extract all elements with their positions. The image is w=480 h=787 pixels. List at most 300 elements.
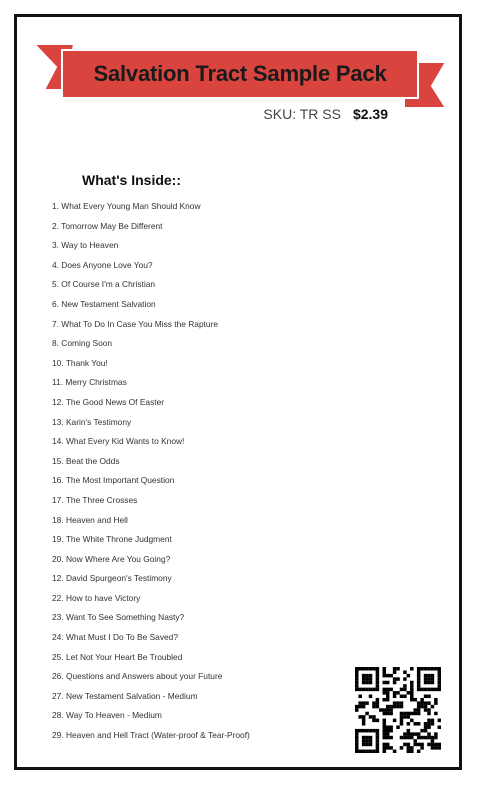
list-item: 3. Way to Heaven — [52, 240, 119, 251]
qr-module — [362, 674, 366, 678]
qr-module — [420, 698, 424, 702]
qr-module — [438, 688, 441, 692]
qr-module — [365, 750, 369, 753]
qr-module — [369, 681, 373, 685]
qr-module — [396, 701, 400, 705]
list-item: 16. The Most Important Question — [52, 475, 175, 486]
qr-module — [407, 750, 411, 753]
list-item: 12. The Good News Of Easter — [52, 396, 165, 407]
qr-module — [403, 670, 407, 674]
list-item: 26. Questions and Answers about your Future — [52, 671, 223, 682]
qr-module — [410, 695, 414, 699]
qr-module — [434, 701, 438, 705]
qr-module — [424, 708, 428, 712]
qr-module — [355, 750, 359, 753]
qr-module — [438, 743, 441, 747]
qr-module — [438, 746, 441, 750]
qr-module — [358, 705, 362, 709]
qr-module — [424, 722, 428, 726]
qr-module — [427, 712, 431, 716]
list-item: 1. What Every Young Man Should Know — [52, 201, 201, 211]
qr-module — [376, 719, 380, 723]
qr-module — [355, 670, 359, 674]
qr-module — [400, 746, 404, 750]
qr-module — [362, 705, 366, 709]
list-item: 18. Heaven and Hell — [52, 514, 128, 525]
qr-module — [434, 746, 438, 750]
qr-module — [376, 667, 380, 671]
qr-module — [389, 708, 393, 712]
qr-module — [383, 674, 387, 678]
qr-module — [403, 736, 407, 740]
qr-module — [438, 725, 441, 729]
qr-module — [396, 705, 400, 709]
qr-module — [438, 684, 441, 688]
qr-module — [386, 695, 390, 699]
qr-module — [358, 667, 362, 671]
list-item: 28. Way To Heaven - Medium — [52, 710, 162, 721]
qr-module — [369, 736, 373, 740]
qr-module — [386, 688, 390, 692]
qr-module — [362, 743, 366, 747]
qr-module — [431, 736, 435, 740]
qr-module — [424, 674, 428, 678]
qr-module — [362, 729, 366, 733]
qr-module — [427, 688, 431, 692]
qr-module — [420, 705, 424, 709]
qr-module — [393, 719, 397, 723]
qr-module — [410, 736, 414, 740]
qr-module — [362, 750, 366, 753]
qr-module — [386, 746, 390, 750]
qr-module — [400, 719, 404, 723]
qr-module — [431, 688, 435, 692]
qr-module — [386, 705, 390, 709]
qr-module — [413, 708, 417, 712]
qr-module — [420, 701, 424, 705]
qr-module — [376, 670, 380, 674]
qr-module — [396, 691, 400, 695]
qr-module — [383, 732, 387, 736]
qr-module — [413, 743, 417, 747]
qr-module — [376, 684, 380, 688]
qr-module — [355, 736, 359, 740]
qr-module — [369, 688, 373, 692]
qr-module — [365, 736, 369, 740]
qr-module — [400, 712, 404, 716]
qr-module — [417, 708, 421, 712]
qr-module — [403, 695, 407, 699]
qr-module — [383, 698, 387, 702]
qr-module — [376, 688, 380, 692]
qr-module — [369, 674, 373, 678]
qr-module — [362, 739, 366, 743]
qr-module — [389, 705, 393, 709]
qr-module — [407, 732, 411, 736]
qr-module — [431, 743, 435, 747]
qr-module — [386, 743, 390, 747]
qr-module — [365, 743, 369, 747]
qr-module — [431, 674, 435, 678]
qr-code-icon — [355, 667, 441, 753]
qr-module — [383, 712, 387, 716]
qr-module — [376, 736, 380, 740]
qr-module — [427, 701, 431, 705]
qr-module — [369, 743, 373, 747]
list-item: 6. New Testament Salvation — [52, 298, 156, 309]
qr-module — [386, 691, 390, 695]
qr-module — [420, 736, 424, 740]
qr-module — [383, 688, 387, 692]
qr-module — [438, 677, 441, 681]
qr-module — [358, 688, 362, 692]
qr-module — [427, 719, 431, 723]
qr-module — [355, 739, 359, 743]
qr-module — [431, 739, 435, 743]
qr-module — [410, 681, 414, 685]
list-item: 25. Let Not Your Heart Be Troubled — [52, 651, 183, 662]
qr-module — [427, 722, 431, 726]
qr-module — [376, 732, 380, 736]
list-item: 20. Now Where Are You Going? — [52, 553, 171, 564]
qr-module — [362, 688, 366, 692]
qr-module — [355, 732, 359, 736]
qr-module — [410, 698, 414, 702]
qr-module — [369, 715, 373, 719]
qr-module — [372, 729, 376, 733]
qr-module — [372, 667, 376, 671]
tract-list — [52, 197, 250, 746]
qr-module — [393, 701, 397, 705]
qr-module — [417, 722, 421, 726]
qr-module — [386, 712, 390, 716]
qr-module — [407, 729, 411, 733]
list-item: 13. Karin's Testimony — [52, 416, 132, 427]
qr-module — [369, 739, 373, 743]
qr-module — [410, 684, 414, 688]
qr-module — [410, 712, 414, 716]
qr-module — [410, 732, 414, 736]
qr-module — [434, 667, 438, 671]
qr-module — [358, 750, 362, 753]
qr-module — [386, 729, 390, 733]
qr-module — [365, 677, 369, 681]
qr-module — [355, 688, 359, 692]
qr-module — [410, 688, 414, 692]
qr-module — [365, 667, 369, 671]
qr-module — [400, 722, 404, 726]
qr-module — [434, 736, 438, 740]
list-item: 14. What Every Kid Wants to Know! — [52, 436, 185, 447]
qr-module — [365, 712, 369, 716]
qr-module — [362, 736, 366, 740]
qr-module — [372, 719, 376, 723]
qr-module — [386, 674, 390, 678]
qr-module — [427, 736, 431, 740]
qr-module — [383, 736, 387, 740]
qr-module — [403, 684, 407, 688]
list-item: 29. Heaven and Hell Tract (Water-proof & Tear-Proof) — [52, 730, 250, 741]
qr-module — [393, 667, 397, 671]
qr-module — [358, 729, 362, 733]
qr-module — [420, 743, 424, 747]
qr-module — [400, 736, 404, 740]
qr-module — [393, 705, 397, 709]
qr-module — [376, 674, 380, 678]
qr-module — [417, 701, 421, 705]
qr-module — [413, 739, 417, 743]
qr-module — [396, 667, 400, 671]
qr-module — [420, 667, 424, 671]
qr-module — [383, 667, 387, 671]
qr-module — [355, 743, 359, 747]
qr-module — [389, 688, 393, 692]
qr-module — [410, 746, 414, 750]
qr-module — [403, 712, 407, 716]
qr-module — [407, 691, 411, 695]
qr-module — [417, 674, 421, 678]
qr-module — [438, 681, 441, 685]
page-title: Salvation Tract Sample Pack — [93, 61, 387, 86]
qr-module — [410, 667, 414, 671]
qr-module — [376, 677, 380, 681]
qr-module — [407, 736, 411, 740]
qr-module — [369, 729, 373, 733]
qr-module — [389, 725, 393, 729]
qr-module — [369, 667, 373, 671]
qr-module — [383, 746, 387, 750]
qr-module — [372, 705, 376, 709]
qr-module — [379, 708, 383, 712]
qr-module — [376, 729, 380, 733]
qr-module — [383, 743, 387, 747]
qr-module — [417, 681, 421, 685]
qr-module — [417, 712, 421, 716]
qr-module — [424, 677, 428, 681]
qr-module — [400, 701, 404, 705]
qr-module — [420, 729, 424, 733]
list-item: 5. Of Course I'm a Christian — [52, 279, 156, 290]
qr-module — [403, 688, 407, 692]
qr-module — [376, 743, 380, 747]
qr-module — [383, 681, 387, 685]
qr-module — [407, 712, 411, 716]
qr-module — [365, 688, 369, 692]
qr-module — [393, 695, 397, 699]
qr-module — [396, 725, 400, 729]
qr-module — [438, 670, 441, 674]
qr-module — [389, 746, 393, 750]
qr-module — [376, 701, 380, 705]
qr-module — [427, 708, 431, 712]
qr-module — [424, 667, 428, 671]
qr-module — [427, 695, 431, 699]
qr-module — [383, 725, 387, 729]
qr-module — [362, 722, 366, 726]
qr-module — [427, 725, 431, 729]
qr-module — [400, 715, 404, 719]
qr-module — [355, 684, 359, 688]
qr-module — [400, 695, 404, 699]
qr-module — [369, 695, 373, 699]
qr-module — [431, 722, 435, 726]
qr-module — [427, 732, 431, 736]
qr-module — [365, 681, 369, 685]
qr-module — [438, 674, 441, 678]
qr-module — [407, 674, 411, 678]
qr-module — [362, 681, 366, 685]
product-info — [263, 106, 388, 122]
qr-module — [431, 719, 435, 723]
qr-module — [362, 701, 366, 705]
qr-module — [386, 681, 390, 685]
qr-module — [413, 712, 417, 716]
qr-module — [389, 712, 393, 716]
list-item: 2. Tomorrow May Be Different — [52, 220, 163, 231]
qr-module — [362, 677, 366, 681]
list-item: 15. Beat the Odds — [52, 455, 120, 466]
qr-module — [424, 729, 428, 733]
qr-module — [424, 681, 428, 685]
qr-module — [355, 667, 359, 671]
qr-module — [355, 705, 359, 709]
list-item: 11. Merry Christmas — [52, 377, 127, 388]
qr-module — [376, 739, 380, 743]
qr-module — [417, 705, 421, 709]
qr-module — [365, 739, 369, 743]
qr-module — [386, 708, 390, 712]
qr-module — [389, 729, 393, 733]
qr-module — [417, 732, 421, 736]
qr-module — [424, 736, 428, 740]
qr-module — [365, 701, 369, 705]
qr-module — [396, 677, 400, 681]
qr-module — [369, 750, 373, 753]
qr-module — [376, 750, 380, 753]
qr-module — [403, 743, 407, 747]
qr-module — [427, 674, 431, 678]
qr-module — [424, 725, 428, 729]
qr-module — [438, 667, 441, 671]
qr-module — [393, 677, 397, 681]
list-item: 7. What To Do In Case You Miss the Rapture — [52, 318, 219, 329]
list-item: 23. Want To See Something Nasty? — [52, 612, 185, 623]
qr-module — [413, 732, 417, 736]
qr-module — [393, 681, 397, 685]
qr-module — [358, 695, 362, 699]
qr-module — [424, 688, 428, 692]
qr-module — [434, 712, 438, 716]
qr-module — [427, 677, 431, 681]
qr-module — [424, 705, 428, 709]
qr-module — [393, 750, 397, 753]
qr-module — [417, 670, 421, 674]
qr-module — [355, 674, 359, 678]
qr-module — [417, 743, 421, 747]
list-item: 4. Does Anyone Love You? — [52, 259, 153, 270]
qr-module — [417, 688, 421, 692]
qr-module — [410, 750, 414, 753]
qr-module — [362, 667, 366, 671]
list-item: 22. How to have Victory — [52, 592, 141, 603]
qr-module — [362, 719, 366, 723]
qr-module — [434, 743, 438, 747]
list-item: 27. New Testament Salvation - Medium — [52, 690, 198, 701]
qr-module — [383, 750, 387, 753]
qr-module — [400, 688, 404, 692]
qr-module — [383, 729, 387, 733]
qr-module — [372, 715, 376, 719]
qr-module — [372, 750, 376, 753]
qr-module — [424, 701, 428, 705]
qr-module — [417, 684, 421, 688]
qr-module — [372, 688, 376, 692]
qr-module — [431, 681, 435, 685]
qr-module — [413, 698, 417, 702]
qr-module — [365, 729, 369, 733]
qr-module — [410, 719, 414, 723]
qr-module — [438, 719, 441, 723]
qr-module — [376, 746, 380, 750]
qr-module — [376, 698, 380, 702]
qr-module — [424, 695, 428, 699]
qr-module — [417, 750, 421, 753]
qr-module — [407, 743, 411, 747]
qr-module — [431, 746, 435, 750]
qr-module — [389, 674, 393, 678]
qr-module — [383, 708, 387, 712]
qr-module — [365, 674, 369, 678]
qr-module — [383, 670, 387, 674]
qr-module — [417, 667, 421, 671]
qr-module — [358, 701, 362, 705]
qr-module — [355, 746, 359, 750]
qr-module — [376, 705, 380, 709]
list-item: 12. David Spurgeon's Testimony — [52, 573, 172, 584]
qr-module — [431, 677, 435, 681]
qr-module — [386, 732, 390, 736]
qr-module — [427, 667, 431, 671]
qr-module — [407, 746, 411, 750]
list-item: 19. The White Throne Judgment — [52, 534, 172, 545]
sku-label: SKU: TR SS — [263, 106, 341, 122]
qr-module — [417, 677, 421, 681]
section-heading: What's Inside:: — [82, 172, 181, 188]
qr-module — [417, 736, 421, 740]
price: $2.39 — [352, 106, 388, 122]
qr-module — [386, 736, 390, 740]
qr-module — [400, 705, 404, 709]
qr-module — [407, 715, 411, 719]
qr-module — [420, 688, 424, 692]
qr-module — [355, 729, 359, 733]
qr-module — [403, 732, 407, 736]
qr-module — [431, 705, 435, 709]
qr-module — [434, 732, 438, 736]
qr-module — [376, 681, 380, 685]
qr-module — [403, 677, 407, 681]
qr-module — [369, 677, 373, 681]
qr-module — [372, 701, 376, 705]
qr-module — [410, 691, 414, 695]
qr-module — [355, 708, 359, 712]
qr-module — [383, 691, 387, 695]
qr-module — [403, 715, 407, 719]
qr-module — [393, 670, 397, 674]
list-item: 24. What Must I Do To Be Saved? — [52, 632, 178, 643]
qr-module — [386, 698, 390, 702]
qr-module — [420, 746, 424, 750]
